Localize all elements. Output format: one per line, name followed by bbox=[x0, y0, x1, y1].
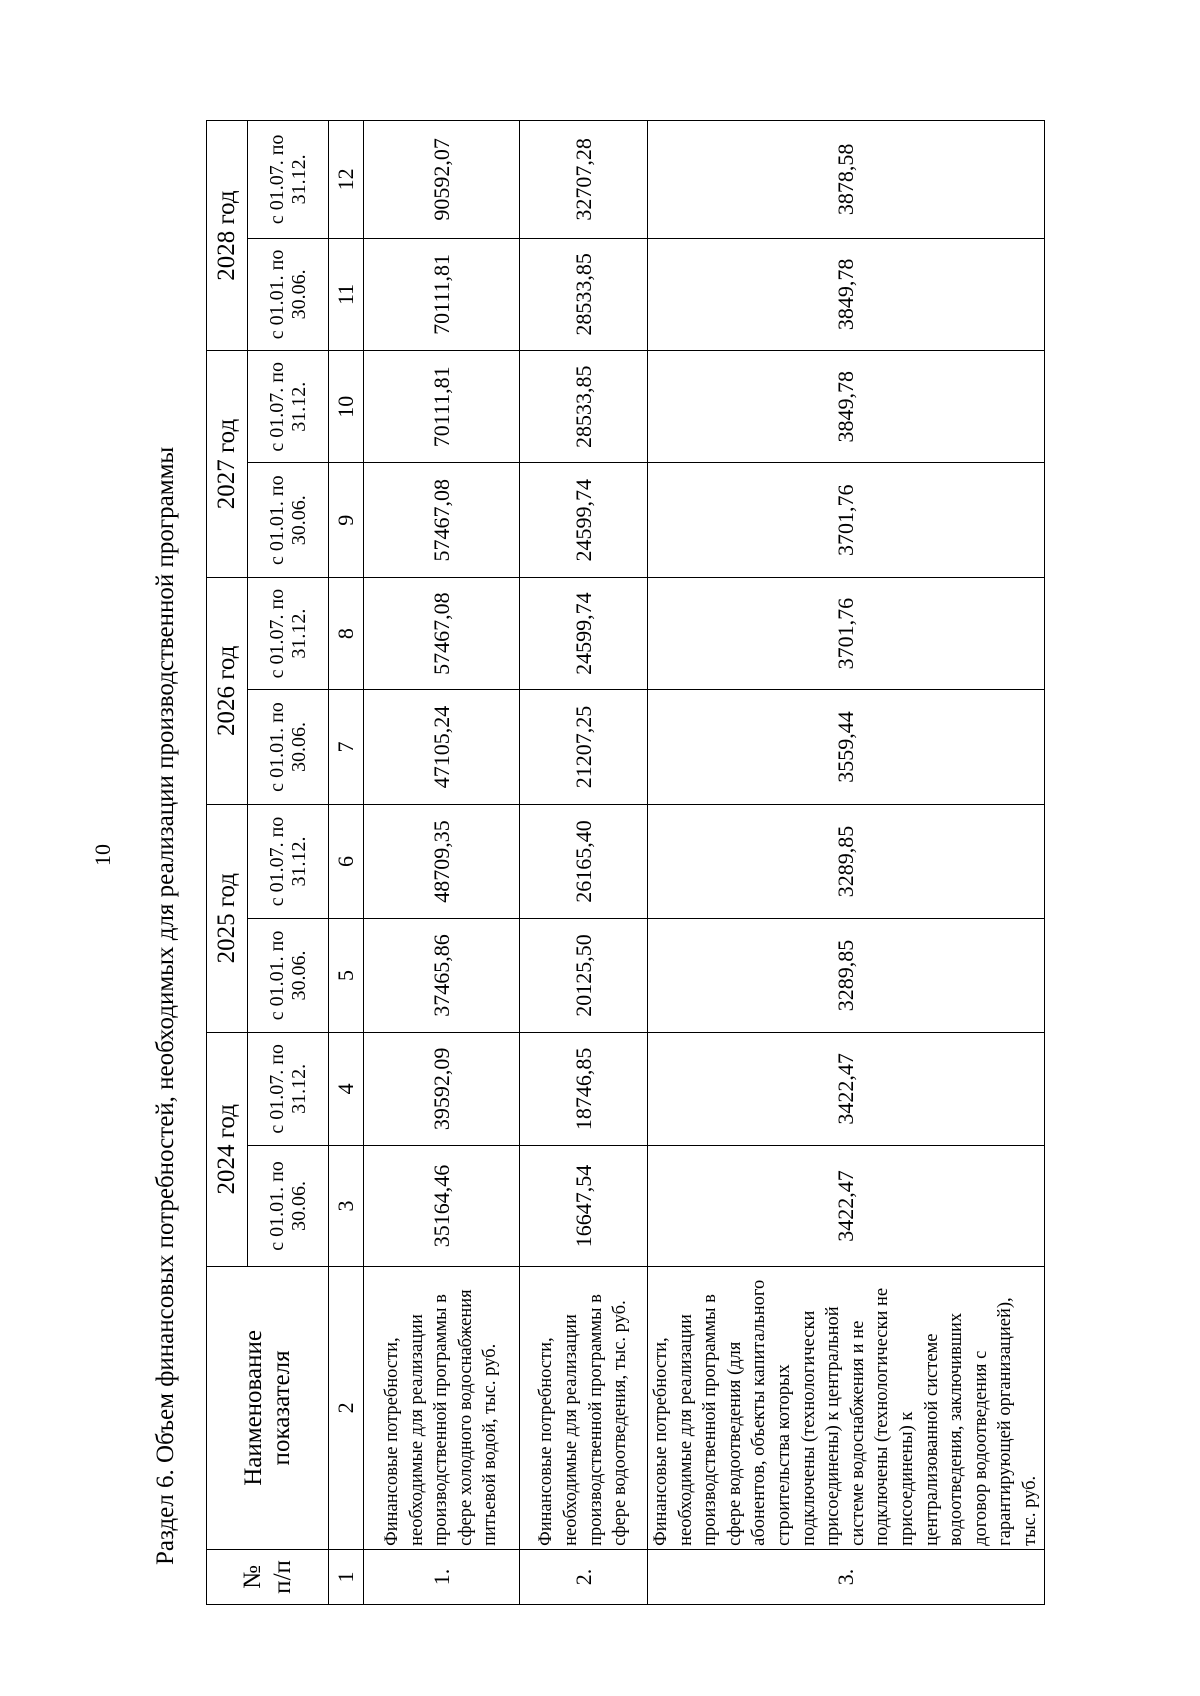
row-number: 3. bbox=[648, 1549, 1045, 1604]
indicator-name: Финансовые потребности, необходимые для реализации производственной программы в сфере водоотведения, тыс. руб. bbox=[520, 1266, 648, 1549]
header-period: с 01.07. по 31.12. bbox=[248, 351, 329, 463]
value-cell: 28533,85 bbox=[520, 351, 648, 463]
value-cell: 18746,85 bbox=[520, 1032, 648, 1145]
header-year-2027: 2027 год bbox=[207, 351, 248, 578]
table-row bbox=[364, 121, 520, 1605]
value-cell: 3701,76 bbox=[648, 463, 1045, 577]
header-period: с 01.01. по 30.06. bbox=[248, 238, 329, 350]
value-cell: 37465,86 bbox=[364, 919, 520, 1032]
column-number: 10 bbox=[329, 351, 364, 463]
page-number: 10 bbox=[90, 844, 115, 866]
value-cell: 3849,78 bbox=[648, 238, 1045, 350]
header-period: с 01.07. по 31.12. bbox=[248, 804, 329, 918]
column-number: 5 bbox=[329, 919, 364, 1032]
header-year-2025: 2025 год bbox=[207, 804, 248, 1032]
value-cell: 3878,58 bbox=[648, 121, 1045, 239]
value-cell: 70111,81 bbox=[364, 238, 520, 350]
header-period: с 01.01. по 30.06. bbox=[248, 463, 329, 577]
header-period: с 01.07. по 31.12. bbox=[248, 577, 329, 689]
value-cell: 48709,35 bbox=[364, 804, 520, 918]
header-period: с 01.07. по 31.12. bbox=[248, 1032, 329, 1145]
value-cell: 47105,24 bbox=[364, 690, 520, 804]
column-number: 11 bbox=[329, 238, 364, 350]
table-row bbox=[648, 121, 1045, 1605]
header-period: с 01.01. по 30.06. bbox=[248, 1146, 329, 1267]
header-period: с 01.07. по 31.12. bbox=[248, 121, 329, 239]
column-number: 8 bbox=[329, 577, 364, 689]
column-number: 1 bbox=[329, 1549, 364, 1604]
value-cell: 24599,74 bbox=[520, 577, 648, 689]
value-cell: 3849,78 bbox=[648, 351, 1045, 463]
value-cell: 20125,50 bbox=[520, 919, 648, 1032]
value-cell: 26165,40 bbox=[520, 804, 648, 918]
header-year-2026: 2026 год bbox=[207, 577, 248, 804]
value-cell: 3559,44 bbox=[648, 690, 1045, 804]
header-year-2024: 2024 год bbox=[207, 1032, 248, 1266]
financial-needs-table bbox=[206, 120, 1045, 1605]
value-cell: 24599,74 bbox=[520, 463, 648, 577]
value-cell: 3289,85 bbox=[648, 919, 1045, 1032]
indicator-name: Финансовые потребности, необходимые для реализации производственной программы в сфере холодного водоснабжения питьевой водой, тыс. руб. bbox=[364, 1266, 520, 1549]
indicator-name: Финансовые потребности, необходимые для реализации производственной программы в сфере водоотведения (для абонентов, объекты капитального строительства которых подключены (технологически присоединены) к центральной системе водоснабжения и не подключены (технологически не присоединены) к централизованной системе водоотведения, заключивших договор водоотведения с гарантирующей организацией), тыс. руб. bbox=[648, 1266, 1045, 1549]
header-period: с 01.01. по 30.06. bbox=[248, 919, 329, 1032]
value-cell: 57467,08 bbox=[364, 463, 520, 577]
value-cell: 16647,54 bbox=[520, 1146, 648, 1267]
column-number: 3 bbox=[329, 1146, 364, 1267]
column-number: 7 bbox=[329, 690, 364, 804]
column-number: 4 bbox=[329, 1032, 364, 1145]
value-cell: 28533,85 bbox=[520, 238, 648, 350]
section-title: Раздел 6. Объем финансовых потребностей, необходимых для реализации производственной программы bbox=[152, 446, 179, 1565]
value-cell: 32707,28 bbox=[520, 121, 648, 239]
value-cell: 35164,46 bbox=[364, 1146, 520, 1267]
value-cell: 3422,47 bbox=[648, 1146, 1045, 1267]
header-period: с 01.01. по 30.06. bbox=[248, 690, 329, 804]
column-number: 12 bbox=[329, 121, 364, 239]
rotated-sheet bbox=[150, 120, 1150, 1605]
value-cell: 3701,76 bbox=[648, 577, 1045, 689]
value-cell: 90592,07 bbox=[364, 121, 520, 239]
row-number: 1. bbox=[364, 1549, 520, 1604]
column-number-row bbox=[329, 121, 364, 1605]
value-cell: 3422,47 bbox=[648, 1032, 1045, 1145]
header-year-2028: 2028 год bbox=[207, 121, 248, 351]
row-number: 2. bbox=[520, 1549, 648, 1604]
value-cell: 3289,85 bbox=[648, 804, 1045, 918]
value-cell: 70111,81 bbox=[364, 351, 520, 463]
header-row-number: № п/п bbox=[207, 1549, 329, 1604]
value-cell: 21207,25 bbox=[520, 690, 648, 804]
column-number: 2 bbox=[329, 1266, 364, 1549]
header-indicator-name: Наименование показателя bbox=[207, 1266, 329, 1549]
value-cell: 57467,08 bbox=[364, 577, 520, 689]
column-number: 9 bbox=[329, 463, 364, 577]
column-number: 6 bbox=[329, 804, 364, 918]
value-cell: 39592,09 bbox=[364, 1032, 520, 1145]
table-row bbox=[520, 121, 648, 1605]
